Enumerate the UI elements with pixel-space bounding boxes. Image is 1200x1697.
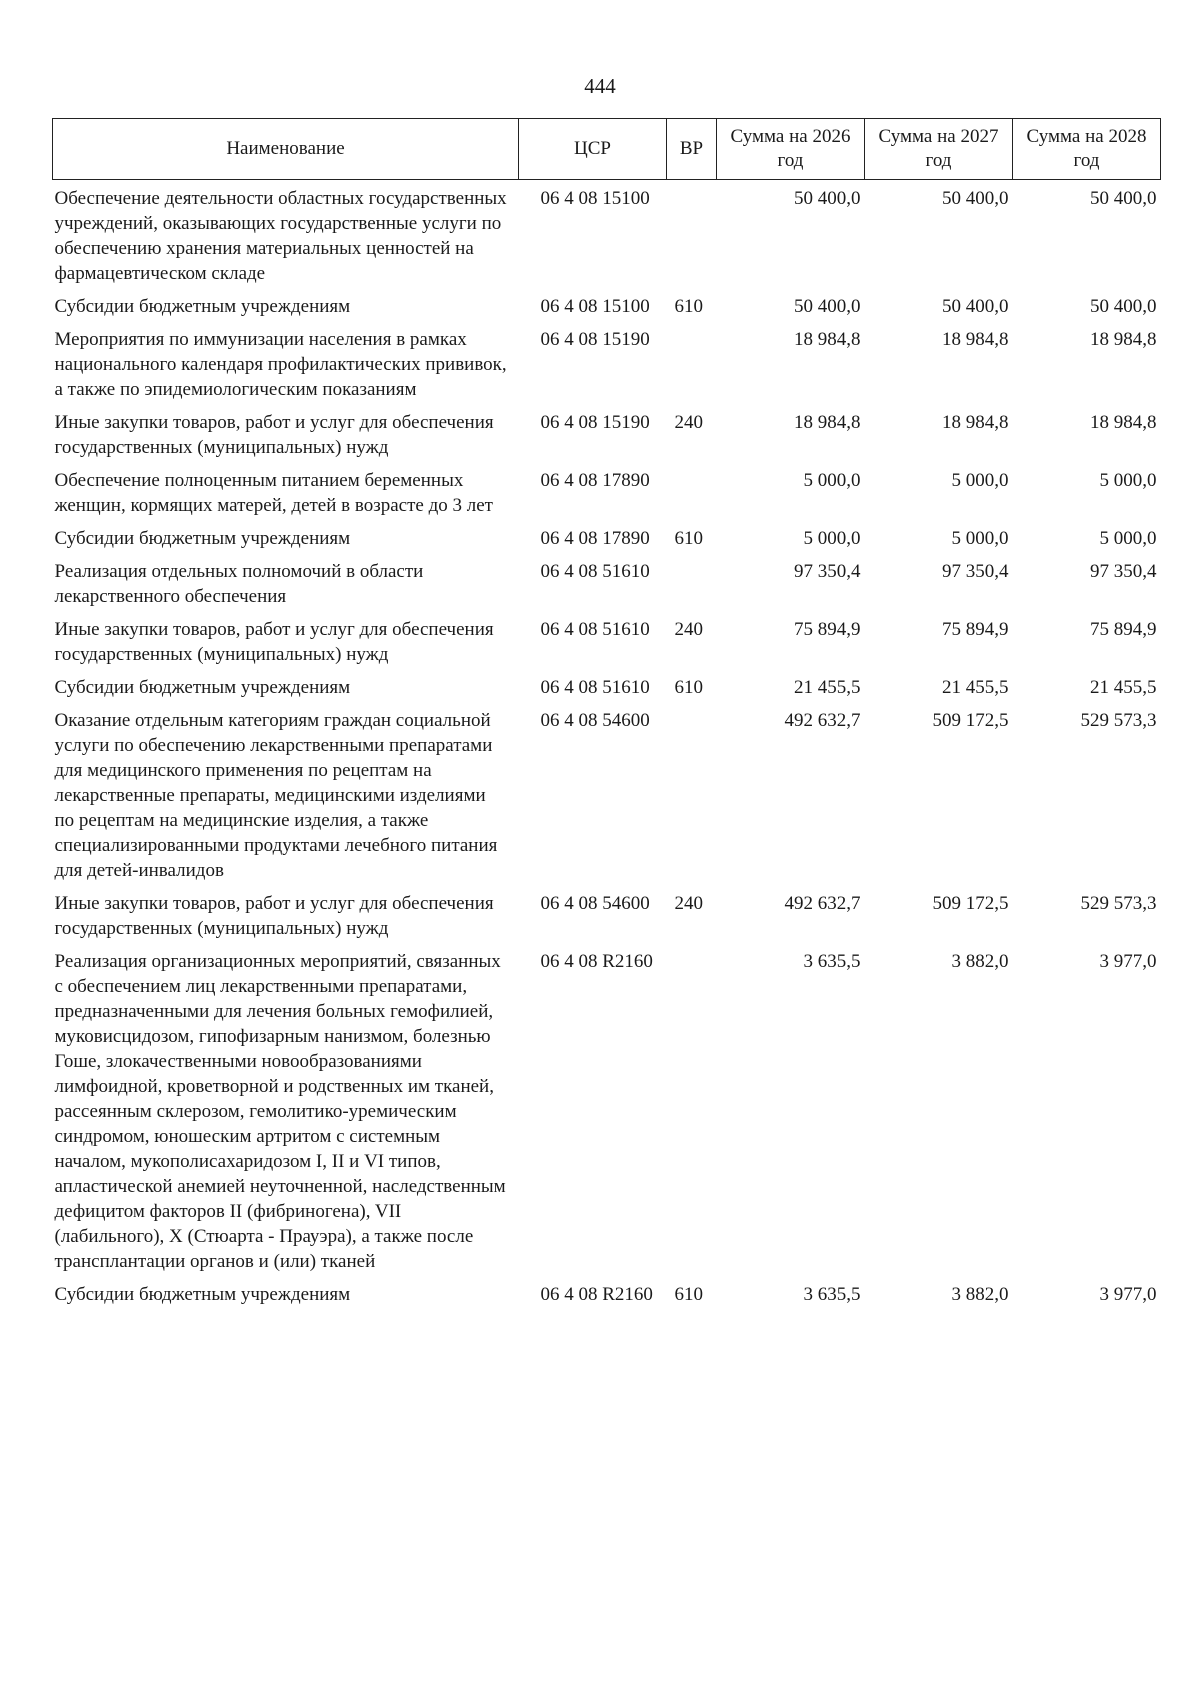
row-sum-2028: 75 894,9 xyxy=(1090,619,1157,640)
row-vr: 610 xyxy=(674,528,703,549)
row-vr xyxy=(667,327,717,410)
table-row xyxy=(53,675,1161,708)
table-body xyxy=(53,180,1161,1316)
row-sum-2026: 5 000,0 xyxy=(803,528,861,549)
row-sum-2027: 5 000,0 xyxy=(951,470,1009,491)
row-csr: 06 4 08 54600 xyxy=(540,893,650,914)
row-sum-2026: 492 632,7 xyxy=(784,710,861,731)
row-vr: 610 xyxy=(674,1284,703,1305)
table-row xyxy=(53,294,1161,327)
row-csr: 06 4 08 51610 xyxy=(540,677,650,698)
row-sum-2027: 3 882,0 xyxy=(951,951,1009,972)
row-sum-2028: 18 984,8 xyxy=(1090,329,1157,350)
row-name: Обеспечение деятельности областных государственных учреждений, оказывающих государственные услуги по обеспечению хранения материальных ценностей на фармацевтическом складе xyxy=(54,188,507,284)
row-vr xyxy=(667,949,717,1282)
row-sum-2028: 50 400,0 xyxy=(1090,296,1157,317)
row-sum-2028: 21 455,5 xyxy=(1090,677,1157,698)
row-name: Иные закупки товаров, работ и услуг для обеспечения государственных (муниципальных) нужд xyxy=(54,893,494,939)
row-name: Субсидии бюджетным учреждениям xyxy=(54,677,351,698)
row-sum-2026: 97 350,4 xyxy=(794,561,861,582)
row-sum-2027: 509 172,5 xyxy=(932,710,1009,731)
row-name: Реализация отдельных полномочий в области лекарственного обеспечения xyxy=(54,561,424,607)
row-vr xyxy=(667,180,717,295)
row-vr: 240 xyxy=(674,619,703,640)
row-sum-2028: 3 977,0 xyxy=(1099,951,1157,972)
row-name: Оказание отдельным категориям граждан социальной услуги по обеспечению лекарственными препаратами для медицинского применения по рецептам на лекарственные препараты, медицинскими изделиями по рецептам на медицинские изделия, а также специализированными продуктами лечебного питания для детей-инвалидов xyxy=(54,710,498,881)
row-sum-2027: 75 894,9 xyxy=(942,619,1009,640)
table-row xyxy=(53,891,1161,949)
row-sum-2026: 3 635,5 xyxy=(803,1284,861,1305)
table-row xyxy=(53,559,1161,617)
row-name: Субсидии бюджетным учреждениям xyxy=(54,1284,351,1305)
row-sum-2026: 492 632,7 xyxy=(784,893,861,914)
table-row xyxy=(53,526,1161,559)
table-row xyxy=(53,1282,1161,1315)
row-csr: 06 4 08 17890 xyxy=(540,470,650,491)
table-header xyxy=(53,119,1161,180)
table-row xyxy=(53,617,1161,675)
row-csr: 06 4 08 15190 xyxy=(540,329,650,350)
row-name: Иные закупки товаров, работ и услуг для обеспечения государственных (муниципальных) нужд xyxy=(54,412,494,458)
table-row xyxy=(53,708,1161,891)
header-name: Наименование xyxy=(53,119,519,180)
row-csr: 06 4 08 51610 xyxy=(540,561,650,582)
table-row xyxy=(53,327,1161,410)
row-sum-2027: 3 882,0 xyxy=(951,1284,1009,1305)
row-sum-2027: 50 400,0 xyxy=(942,188,1009,209)
header-sum-2026: Сумма на 2026 год xyxy=(717,119,865,180)
row-sum-2028: 97 350,4 xyxy=(1090,561,1157,582)
row-sum-2028: 529 573,3 xyxy=(1080,710,1157,731)
header-vr: ВР xyxy=(667,119,717,180)
row-sum-2027: 97 350,4 xyxy=(942,561,1009,582)
row-sum-2028: 529 573,3 xyxy=(1080,893,1157,914)
row-sum-2027: 5 000,0 xyxy=(951,528,1009,549)
row-vr: 610 xyxy=(674,296,703,317)
row-csr: 06 4 08 15190 xyxy=(540,412,650,433)
row-name: Субсидии бюджетным учреждениям xyxy=(54,528,351,549)
row-name: Мероприятия по иммунизации населения в рамках национального календаря профилактических прививок, а также по эпидемиологическим показаниям xyxy=(54,329,507,400)
row-vr xyxy=(667,468,717,526)
row-vr: 610 xyxy=(674,677,703,698)
row-sum-2027: 18 984,8 xyxy=(942,329,1009,350)
row-csr: 06 4 08 51610 xyxy=(540,619,650,640)
row-vr xyxy=(667,708,717,891)
row-sum-2027: 18 984,8 xyxy=(942,412,1009,433)
row-name: Иные закупки товаров, работ и услуг для обеспечения государственных (муниципальных) нужд xyxy=(54,619,494,665)
row-vr: 240 xyxy=(674,412,703,433)
row-vr: 240 xyxy=(674,893,703,914)
row-sum-2028: 50 400,0 xyxy=(1090,188,1157,209)
row-csr: 06 4 08 15100 xyxy=(540,296,650,317)
header-sum-2027: Сумма на 2027 год xyxy=(865,119,1013,180)
row-csr: 06 4 08 15100 xyxy=(540,188,650,209)
row-sum-2028: 5 000,0 xyxy=(1099,528,1157,549)
row-sum-2027: 509 172,5 xyxy=(932,893,1009,914)
page-number: 444 xyxy=(584,74,616,98)
row-sum-2026: 21 455,5 xyxy=(794,677,861,698)
row-sum-2026: 5 000,0 xyxy=(803,470,861,491)
table-row xyxy=(53,410,1161,468)
row-csr: 06 4 08 R2160 xyxy=(540,951,653,972)
row-name: Обеспечение полноценным питанием беременных женщин, кормящих матерей, детей в возрасте до 3 лет xyxy=(54,470,493,516)
row-sum-2026: 18 984,8 xyxy=(794,329,861,350)
row-csr: 06 4 08 R2160 xyxy=(540,1284,653,1305)
table-row xyxy=(53,180,1161,295)
row-name: Субсидии бюджетным учреждениям xyxy=(54,296,351,317)
row-sum-2026: 18 984,8 xyxy=(794,412,861,433)
row-sum-2028: 3 977,0 xyxy=(1099,1284,1157,1305)
budget-table xyxy=(52,118,1161,1315)
table-row xyxy=(53,468,1161,526)
header-csr: ЦСР xyxy=(519,119,667,180)
row-csr: 06 4 08 17890 xyxy=(540,528,650,549)
row-sum-2026: 75 894,9 xyxy=(794,619,861,640)
header-sum-2028: Сумма на 2028 год xyxy=(1013,119,1161,180)
row-sum-2026: 3 635,5 xyxy=(803,951,861,972)
row-sum-2026: 50 400,0 xyxy=(794,296,861,317)
row-sum-2027: 21 455,5 xyxy=(942,677,1009,698)
row-sum-2026: 50 400,0 xyxy=(794,188,861,209)
table-row xyxy=(53,949,1161,1282)
row-sum-2028: 18 984,8 xyxy=(1090,412,1157,433)
row-sum-2028: 5 000,0 xyxy=(1099,470,1157,491)
row-name: Реализация организационных мероприятий, связанных с обеспечением лиц лекарственными препаратами, предназначенными для лечения больных гемофилией, муковисцидозом, гипофизарным нанизмом, болезнью Гоше, злокачественными новообразованиями лимфоидной, кроветворной и родственных им тканей, рассеянным склерозом, гемолитико-уремическим синдромом, юношеским артритом с системным началом, мукополисахаридозом I, II и VI типов, апластической анемией неуточненной, наследственным дефицитом факторов II (фибриногена), VII (лабильного), X (Стюарта - Прауэра), а также после трансплантации органов и (или) тканей xyxy=(54,951,506,1272)
row-sum-2027: 50 400,0 xyxy=(942,296,1009,317)
row-csr: 06 4 08 54600 xyxy=(540,710,650,731)
row-vr xyxy=(667,559,717,617)
